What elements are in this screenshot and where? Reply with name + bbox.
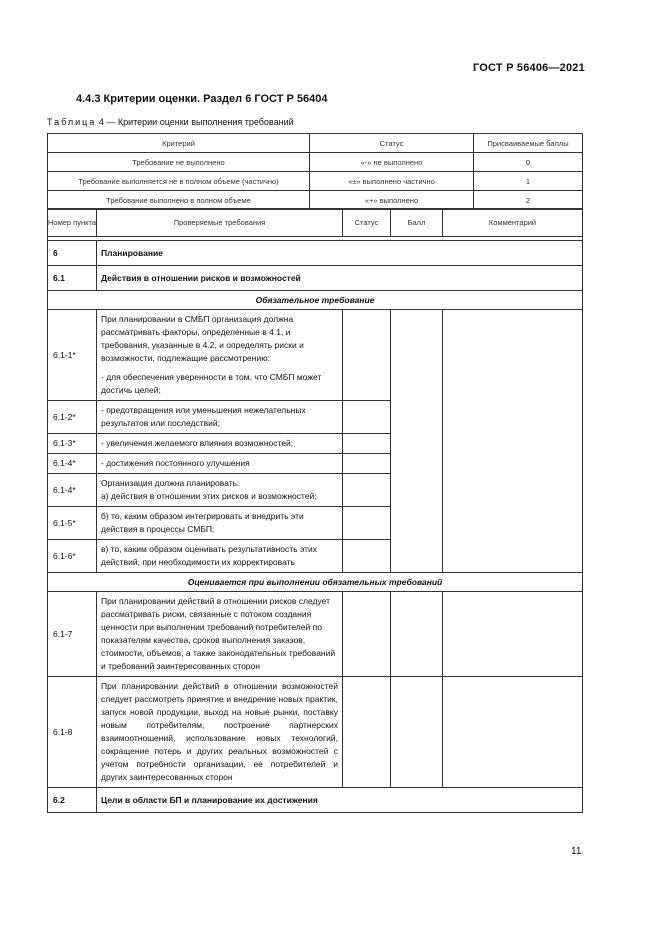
- requirement-paragraph: - для обеспечения уверенности в том, что СМБП может достичь целей;: [101, 372, 322, 395]
- section-heading: 4.4.3 Критерии оценки. Раздел 6 ГОСТ Р 56404: [76, 93, 328, 105]
- requirements-table-header: [48, 209, 583, 237]
- table-caption: [47, 117, 294, 127]
- score-cell[interactable]: [391, 310, 443, 573]
- table-row: [48, 191, 583, 210]
- item-number: 6.1-7: [48, 592, 97, 677]
- score-cell: 1: [474, 172, 583, 191]
- score-cell: 2: [474, 191, 583, 210]
- col-header-status: Статус: [343, 209, 391, 237]
- status-cell: «±» выполнено частично: [310, 172, 474, 191]
- status-cell: «+» выполнено: [310, 191, 474, 210]
- requirement-paragraph: При планировании в СМБП организация должна рассматривать факторы, определенные в 4.1, и требования, указанные в 4.2, и определять риски и возможности, подлежащие рассмотрению:: [101, 314, 304, 363]
- item-number: 6.1-6*: [48, 540, 97, 573]
- requirement-text: в) то, каким образом оценивать результативность этих действий, при необходимости их корректировать: [97, 540, 343, 573]
- table-row: [48, 153, 583, 172]
- col-header-criterion: Критерий: [48, 134, 310, 153]
- table-caption-text: — Критерии оценки выполнения требований: [106, 117, 294, 127]
- criteria-table: [47, 133, 583, 210]
- comment-cell[interactable]: [443, 677, 583, 788]
- table-caption-number: 4: [98, 117, 104, 127]
- status-cell[interactable]: [343, 434, 391, 454]
- item-number: 6.1-1*: [48, 310, 97, 401]
- status-cell[interactable]: [343, 507, 391, 540]
- table-row: [48, 592, 583, 677]
- evaluated-label: Оценивается при выполнении обязательных требований: [48, 573, 583, 592]
- requirement-paragraph: Организация должна планировать:: [101, 478, 240, 488]
- table-caption-prefix: Таблица: [47, 117, 97, 127]
- col-header-score: Присваиваемые баллы: [474, 134, 583, 153]
- status-cell[interactable]: [343, 474, 391, 507]
- requirement-text: - достижения постоянного улучшения: [97, 454, 343, 474]
- table-row: [48, 310, 583, 401]
- status-cell[interactable]: [343, 401, 391, 434]
- item-number: 6.1-3*: [48, 434, 97, 454]
- requirement-text: [97, 474, 343, 507]
- col-header-score: Балл: [391, 209, 443, 237]
- comment-cell[interactable]: [443, 592, 583, 677]
- subsection-number: 6.1: [48, 266, 97, 291]
- requirements-table: [47, 208, 583, 813]
- status-cell: «-» не выполнено: [310, 153, 474, 172]
- requirement-text: [97, 310, 343, 401]
- comment-cell[interactable]: [443, 310, 583, 573]
- col-header-number: Номер пункта: [48, 209, 97, 237]
- section-title: Планирование: [97, 241, 583, 266]
- requirement-text: При планировании действий в отношении возможностей следует рассмотреть принятие и внедрение новых практик, запуск новой продукции, выход на новые рынки, поставку новым потребителям, построение партнерских взаимоотношений, использование новых технологий, сокращение потерь и других реальных возможностей с учетом потребности организации, ее потребителей и других заинтересованных сторон: [97, 677, 343, 788]
- requirement-text: При планировании действий в отношении рисков следует рассматривать риски, связанные с потоком создания ценности при выполнении требований потребителей по показателям качества, сроков выполнения заказов, стоимости, объемов, а также законодательных требований и требований заинтересованных сторон: [97, 592, 343, 677]
- score-cell: 0: [474, 153, 583, 172]
- page-number: 11: [571, 846, 582, 857]
- requirement-text: б) то, каким образом интегрировать и внедрить эти действия в процессы СМБП;: [97, 507, 343, 540]
- col-header-comment: Комментарий: [443, 209, 583, 237]
- table-row: [48, 677, 583, 788]
- subsection-number: 6.2: [48, 788, 97, 813]
- subsection-row: [48, 788, 583, 813]
- mandatory-label: Обязательное требование: [48, 291, 583, 310]
- status-cell[interactable]: [343, 592, 391, 677]
- col-header-status: Статус: [310, 134, 474, 153]
- section-row: [48, 241, 583, 266]
- criteria-table-header: [48, 134, 583, 153]
- criterion-cell: Требование не выполнено: [48, 153, 310, 172]
- criterion-cell: Требование выполняется не в полном объеме (частично): [48, 172, 310, 191]
- criterion-cell: Требование выполнено в полном объеме: [48, 191, 310, 210]
- status-cell[interactable]: [343, 677, 391, 788]
- subsection-row: [48, 266, 583, 291]
- standard-designation: ГОСТ Р 56406—2021: [473, 62, 585, 74]
- section-number: 6: [48, 241, 97, 266]
- score-cell[interactable]: [391, 592, 443, 677]
- mandatory-label-row: [48, 291, 583, 310]
- item-number: 6.1-5*: [48, 507, 97, 540]
- evaluated-label-row: [48, 573, 583, 592]
- requirement-paragraph: а) действия в отношении этих рисков и возможностей;: [101, 491, 317, 501]
- status-cell[interactable]: [343, 454, 391, 474]
- requirement-text: - увеличения желаемого влияния возможностей;: [97, 434, 343, 454]
- requirement-text: - предотвращения или уменьшения нежелательных результатов или последствий;: [97, 401, 343, 434]
- table-row: [48, 172, 583, 191]
- status-cell[interactable]: [343, 540, 391, 573]
- item-number: 6.1-4*: [48, 474, 97, 507]
- subsection-title: Действия в отношении рисков и возможностей: [97, 266, 583, 291]
- item-number: 6.1-4*: [48, 454, 97, 474]
- col-header-requirements: Проверяемые требования: [97, 209, 343, 237]
- status-cell[interactable]: [343, 310, 391, 401]
- item-number: 6.1-8: [48, 677, 97, 788]
- subsection-title: Цели в области БП и планирование их достижения: [97, 788, 583, 813]
- item-number: 6.1-2*: [48, 401, 97, 434]
- score-cell[interactable]: [391, 677, 443, 788]
